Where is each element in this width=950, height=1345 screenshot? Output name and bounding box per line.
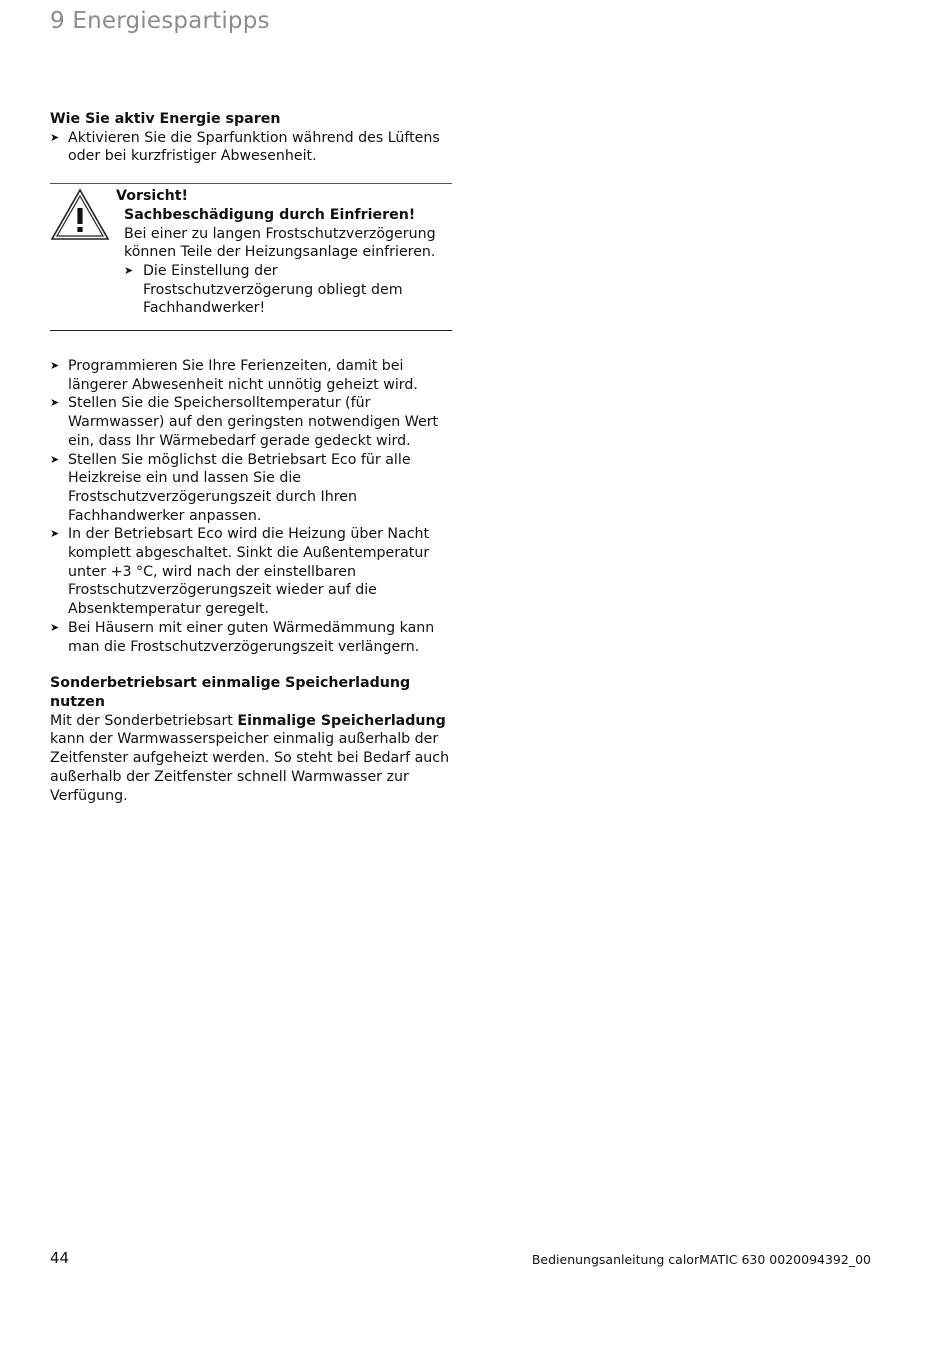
caution-bullet-list bbox=[124, 262, 452, 318]
list-item-text: Bei Häusern mit einer guten Wärmedämmung kann man die Frostschutzverzögerungszeit verlängern. bbox=[68, 619, 435, 655]
arrow-right-icon: ➤ bbox=[50, 527, 60, 541]
arrow-right-icon: ➤ bbox=[50, 620, 60, 634]
list-item bbox=[50, 619, 452, 656]
arrow-right-icon: ➤ bbox=[50, 396, 60, 410]
caution-text: Bei einer zu langen Frostschutzverzögerung können Teile der Heizungsanlage einfrieren. bbox=[124, 225, 436, 261]
bullet-list bbox=[50, 129, 452, 166]
document-info: Bedienungsanleitung calorMATIC 630 0020094392_00 bbox=[531, 1252, 871, 1267]
list-item bbox=[50, 129, 452, 166]
list-item bbox=[50, 357, 452, 394]
list-item-text: Programmieren Sie Ihre Ferienzeiten, damit bei längerer Abwesenheit nicht unnötig geheizt wird. bbox=[68, 358, 418, 393]
arrow-right-icon: ➤ bbox=[50, 130, 60, 144]
chapter-title: 9 Energiespartipps bbox=[50, 8, 270, 34]
list-item-text: Die Einstellung der Frostschutzverzögerung obliegt dem Fachhandwerker! bbox=[143, 262, 403, 317]
page-number: 44 bbox=[50, 1249, 70, 1267]
list-item-text: Stellen Sie möglichst die Betriebsart Eco für alle Heizkreise ein und lassen Sie die Frostschutzverzögerungszeit durch Ihren Fachhandwerker anpassen. bbox=[68, 451, 411, 524]
paragraph bbox=[50, 712, 452, 806]
list-item bbox=[124, 262, 452, 318]
warning-triangle-icon bbox=[50, 188, 110, 248]
list-item bbox=[50, 525, 452, 619]
list-item-text: Aktivieren Sie die Sparfunktion während des Lüftens oder bei kurzfristiger Abwesenheit. bbox=[68, 129, 440, 165]
paragraph-text: Mit der Sonderbetriebsart bbox=[50, 712, 238, 729]
arrow-right-icon: ➤ bbox=[124, 263, 134, 277]
content-column bbox=[50, 110, 452, 805]
caution-subtitle: Sachbeschädigung durch Einfrieren! bbox=[124, 206, 416, 223]
mode-name: Einmalige Speicherladung bbox=[237, 712, 446, 729]
bullet-list bbox=[50, 357, 452, 656]
list-item bbox=[50, 451, 452, 526]
caution-body bbox=[124, 206, 452, 318]
section-heading: Sonderbetriebsart einmalige Speicherladung nutzen bbox=[50, 675, 411, 710]
list-item-text: Stellen Sie die Speichersolltemperatur (für Warmwasser) auf den geringsten notwendigen Wert ein, dass Ihr Wärmebedarf gerade gedeckt wird. bbox=[68, 395, 439, 449]
arrow-right-icon: ➤ bbox=[50, 452, 60, 466]
paragraph-text: kann der Warmwasserspeicher einmalig außerhalb der Zeitfenster aufgeheizt werden. So steht bei Bedarf auch außerhalb der Zeitfenster schnell Warmwasser zur Verfügung. bbox=[50, 731, 450, 804]
caution-title: Vorsicht! bbox=[116, 188, 189, 205]
list-item-text: In der Betriebsart Eco wird die Heizung über Nacht komplett abgeschaltet. Sinkt die Außentemperatur unter +3 °C, wird nach der einstellbaren Frostschutzverzögerungszeit wieder auf die Absenktemperatur geregelt. bbox=[68, 526, 430, 618]
arrow-right-icon: ➤ bbox=[50, 359, 60, 373]
caution-box bbox=[50, 183, 452, 331]
list-item bbox=[50, 394, 452, 450]
section-heading: Wie Sie aktiv Energie sparen bbox=[50, 111, 281, 127]
